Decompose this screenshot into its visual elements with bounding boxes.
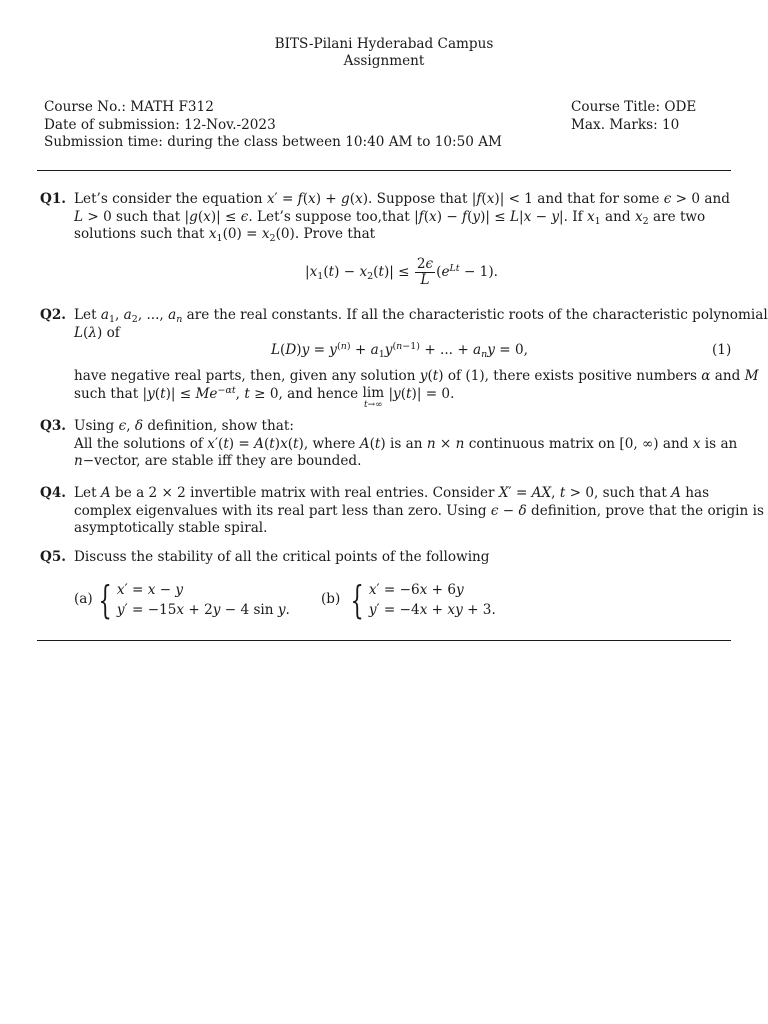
course-title: Course Title: ODE — [571, 99, 697, 115]
course-number: Course No.: MATH F312 — [44, 99, 214, 115]
course-info-left — [44, 99, 502, 152]
footer-divider — [37, 640, 731, 641]
q3-label: Q3. — [40, 418, 67, 434]
q5-intro: Discuss the stability of all the critical points of the following — [74, 549, 490, 565]
q3-text: Using ϵ, δ definition, show that: All the solutions of x′(t) = A(t)x(t), where A(t) is an n × n continuous matrix on [0, ∞) and x is an n−vector, are stable iff they are bounded. — [74, 418, 738, 469]
q1-inequality: $|x_1(t) - x_2(t)|$ ≤ $\frac{2\epsilon}{L}$ $(e^{Lt} - 1)$. — [305, 256, 498, 288]
header-divider — [37, 170, 731, 171]
q1-label: Q1. — [40, 191, 67, 207]
q5-system-a: (a) { x′ = x − y y′ = −15x + 2y − 4 sin y. — [74, 578, 290, 622]
q5-part-a-label: (a) — [74, 591, 93, 608]
q2-equation: $L(D)y = y^{(n)} + a_1y^{(n-1)}$ + ... + $a_ny = 0$, — [271, 341, 528, 360]
q2-equation-number: (1) — [712, 342, 732, 358]
q5-label: Q5. — [40, 549, 67, 565]
q2-text: Let $a_1$, $a_2$, ..., $a_n$ are the real constants. If all the characteristic roots of the characteristic polynomial L(λ) of — [74, 307, 768, 341]
q2-text-continued: have negative real parts, then, given any solution y(t) of (1), there exists positive numbers α and M such that $|y(t)| \le Me^{-\alpha t}$, t ≥ 0, and hence lim t→∞ |y(t)| = 0. — [74, 368, 759, 410]
max-marks: Max. Marks: 10 — [571, 116, 680, 133]
institution-name: BITS-Pilani Hyderabad Campus — [274, 36, 494, 52]
submission-date: Date of submission: 12-Nov.-2023 — [44, 116, 276, 133]
document-type: Assignment — [343, 53, 425, 69]
q4-label: Q4. — [40, 485, 67, 501]
course-info-right — [571, 99, 696, 134]
q4-text: Let A be a 2 × 2 invertible matrix with real entries. Consider X′ = AX, t > 0, such that A has complex eigenvalues with its real part less than zero. Using ϵ − δ definition, prove that the origin is asymptotically stable spiral. — [74, 485, 764, 536]
submission-time: Submission time: during the class between 10:40 AM to 10:50 AM — [44, 134, 502, 150]
q5-system-b: (b) { x′ = −6x + 6y y′ = −4x + xy + 3. — [321, 578, 496, 622]
q1-text: Let’s consider the equation x′ = f(x) + g(x). Suppose that |f(x)| < 1 and that for some ϵ > 0 and L > 0 such that |g(x)| ≤ ϵ. Let’s suppose too,that |f(x) − f(y)| ≤ L|x − y|. If $x_1$ and $x_2$ are two solutions such that $x_1(0) = x_2(0)$. Prove that — [74, 191, 730, 244]
q5-part-b-label: (b) — [321, 591, 341, 608]
q2-label: Q2. — [40, 307, 67, 323]
